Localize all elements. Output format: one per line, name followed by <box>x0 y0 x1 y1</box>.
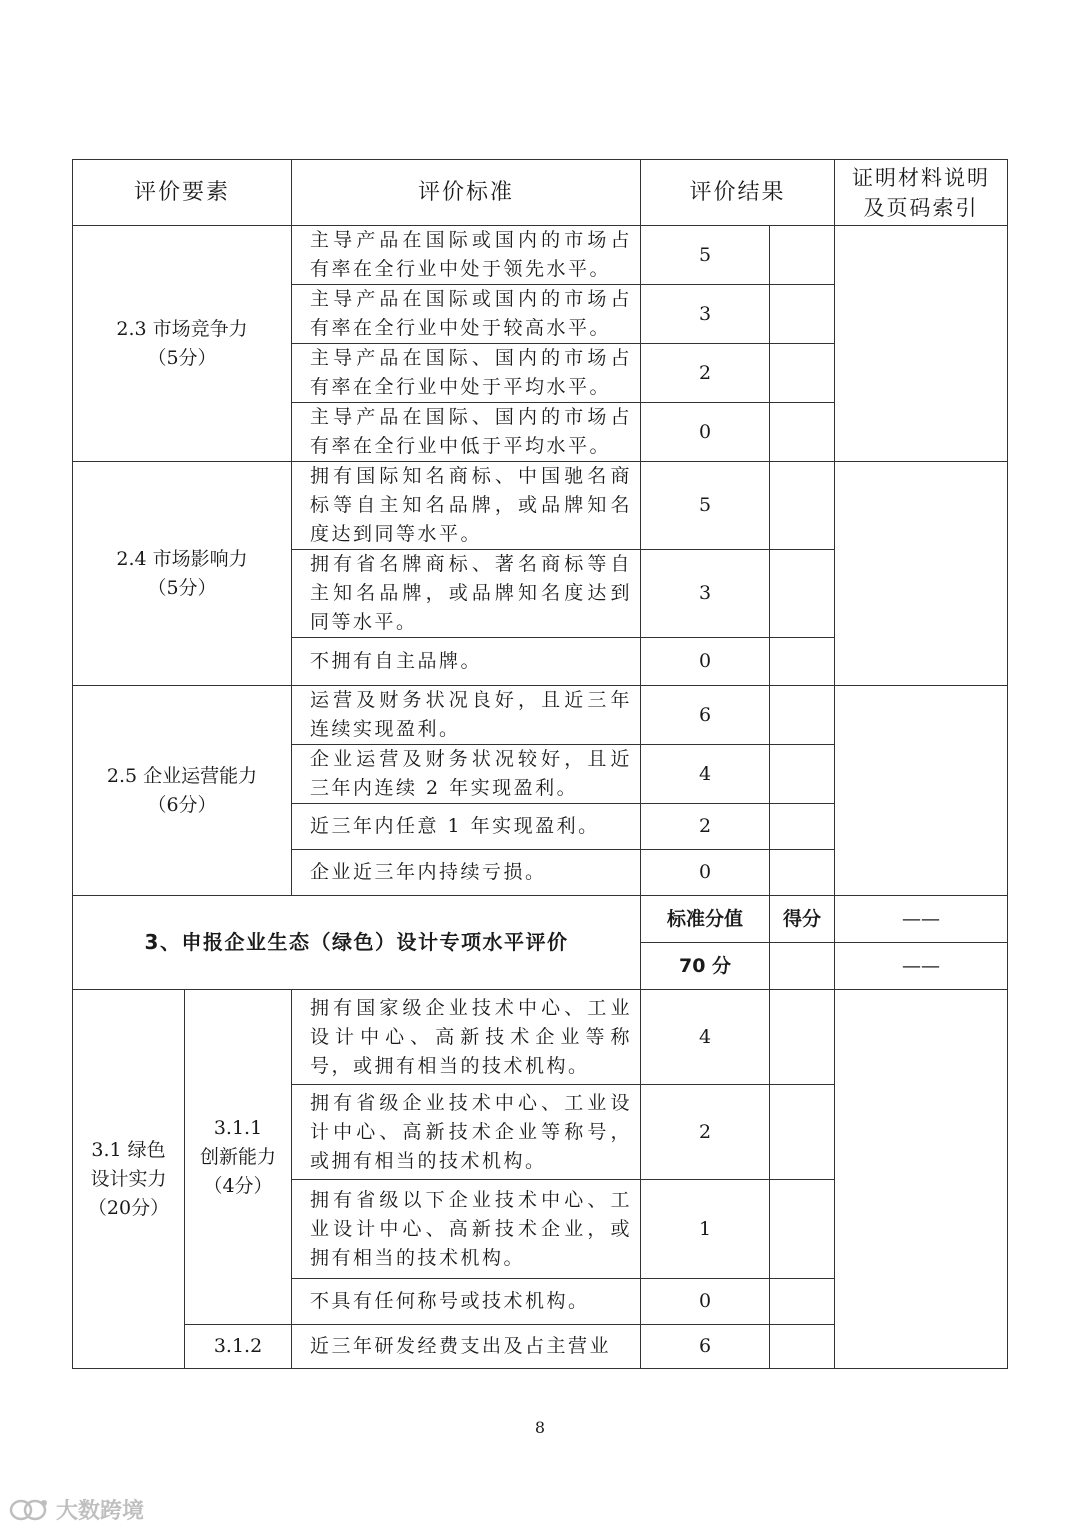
got-score-blank <box>770 943 835 990</box>
criterion-cell: 主导产品在国际、国内的市场占有率在全行业中低于平均水平。 <box>292 403 641 462</box>
table-row <box>73 226 1008 285</box>
element-2-4 <box>73 462 292 686</box>
watermark-text: 大数跨境 <box>56 1499 145 1524</box>
section-3-title: 3、申报企业生态（绿色）设计专项水平评价 <box>73 896 641 990</box>
header-evidence-line2: 及页码索引 <box>863 195 979 220</box>
element-name: 2.5 企业运营能力 <box>106 764 258 787</box>
result-blank <box>770 1180 835 1279</box>
score-cell: 3 <box>641 550 770 638</box>
criterion-cell: 主导产品在国际、国内的市场占有率在全行业中处于平均水平。 <box>292 344 641 403</box>
score-cell: 0 <box>641 850 770 896</box>
evaluation-table <box>72 159 1008 1369</box>
criterion-cell: 近三年研发经费支出及占主营业 <box>292 1325 641 1369</box>
result-blank <box>770 1085 835 1180</box>
evidence-blank <box>835 462 1008 686</box>
dash-cell: —— <box>835 896 1008 943</box>
element-points: （5分） <box>147 346 217 369</box>
score-cell: 2 <box>641 1085 770 1180</box>
table-header-row <box>73 160 1008 226</box>
element-2-5 <box>73 686 292 896</box>
element-3-1-line3: （20分） <box>87 1196 170 1219</box>
page-number: 8 <box>534 1418 546 1437</box>
header-evidence-line1: 证明材料说明 <box>852 165 991 190</box>
result-blank <box>770 1279 835 1325</box>
result-blank <box>770 990 835 1085</box>
header-evidence <box>835 160 1008 226</box>
result-blank <box>770 226 835 285</box>
dash-cell: —— <box>835 943 1008 990</box>
result-blank <box>770 638 835 686</box>
criterion-cell: 拥有省名牌商标、著名商标等自主知名品牌，或品牌知名度达到同等水平。 <box>292 550 641 638</box>
evidence-blank <box>835 226 1008 462</box>
score-cell: 1 <box>641 1180 770 1279</box>
standard-score-label: 标准分值 <box>641 896 770 943</box>
element-3-1-2: 3.1.2 <box>185 1325 292 1369</box>
watermark-logo-icon <box>8 1497 50 1523</box>
criterion-cell: 不拥有自主品牌。 <box>292 638 641 686</box>
element-points: （5分） <box>147 576 217 599</box>
sub-element-points: （4分） <box>203 1174 273 1197</box>
element-3-1-1 <box>185 990 292 1325</box>
result-blank <box>770 462 835 550</box>
result-blank <box>770 403 835 462</box>
result-blank <box>770 285 835 344</box>
sub-element-code: 3.1.1 <box>213 1116 263 1139</box>
criterion-cell: 拥有国际知名商标、中国驰名商标等自主知名品牌，或品牌知名度达到同等水平。 <box>292 462 641 550</box>
result-blank <box>770 850 835 896</box>
result-blank <box>770 344 835 403</box>
score-cell: 0 <box>641 638 770 686</box>
score-cell: 4 <box>641 990 770 1085</box>
criterion-cell: 不具有任何称号或技术机构。 <box>292 1279 641 1325</box>
element-3-1-line1: 3.1 绿色 <box>91 1138 166 1161</box>
criterion-cell: 拥有国家级企业技术中心、工业设计中心、高新技术企业等称号，或拥有相当的技术机构。 <box>292 990 641 1085</box>
criterion-cell: 企业近三年内持续亏损。 <box>292 850 641 896</box>
score-cell: 3 <box>641 285 770 344</box>
element-3-1-line2: 设计实力 <box>90 1167 167 1190</box>
score-cell: 5 <box>641 226 770 285</box>
result-blank <box>770 1325 835 1369</box>
got-score-label: 得分 <box>770 896 835 943</box>
sub-element-name: 创新能力 <box>200 1145 277 1168</box>
criterion-cell: 主导产品在国际或国内的市场占有率在全行业中处于领先水平。 <box>292 226 641 285</box>
table-row <box>73 686 1008 745</box>
score-cell: 5 <box>641 462 770 550</box>
header-element: 评价要素 <box>73 160 292 226</box>
score-cell: 6 <box>641 686 770 745</box>
result-blank <box>770 686 835 745</box>
score-cell: 0 <box>641 403 770 462</box>
element-2-3 <box>73 226 292 462</box>
table-row <box>73 462 1008 550</box>
header-result: 评价结果 <box>641 160 835 226</box>
score-cell: 4 <box>641 745 770 804</box>
result-blank <box>770 804 835 850</box>
table-row <box>73 990 1008 1085</box>
element-points: （6分） <box>147 793 217 816</box>
header-standard: 评价标准 <box>292 160 641 226</box>
evidence-blank <box>835 686 1008 896</box>
criterion-cell: 企业运营及财务状况较好，且近三年内连续 2 年实现盈利。 <box>292 745 641 804</box>
section-row <box>73 896 1008 943</box>
standard-score-value: 70 分 <box>641 943 770 990</box>
criterion-cell: 拥有省级以下企业技术中心、工业设计中心、高新技术企业，或拥有相当的技术机构。 <box>292 1180 641 1279</box>
criterion-cell: 拥有省级企业技术中心、工业设计中心、高新技术企业等称号，或拥有相当的技术机构。 <box>292 1085 641 1180</box>
element-name: 2.3 市场竞争力 <box>116 317 248 340</box>
result-blank <box>770 745 835 804</box>
element-name: 2.4 市场影响力 <box>116 547 248 570</box>
criterion-cell: 主导产品在国际或国内的市场占有率在全行业中处于较高水平。 <box>292 285 641 344</box>
element-3-1 <box>73 990 185 1369</box>
score-cell: 2 <box>641 804 770 850</box>
result-blank <box>770 550 835 638</box>
watermark <box>8 1494 144 1525</box>
score-cell: 6 <box>641 1325 770 1369</box>
evidence-blank <box>835 990 1008 1369</box>
criterion-cell: 近三年内任意 1 年实现盈利。 <box>292 804 641 850</box>
score-cell: 2 <box>641 344 770 403</box>
score-cell: 0 <box>641 1279 770 1325</box>
criterion-cell: 运营及财务状况良好，且近三年连续实现盈利。 <box>292 686 641 745</box>
